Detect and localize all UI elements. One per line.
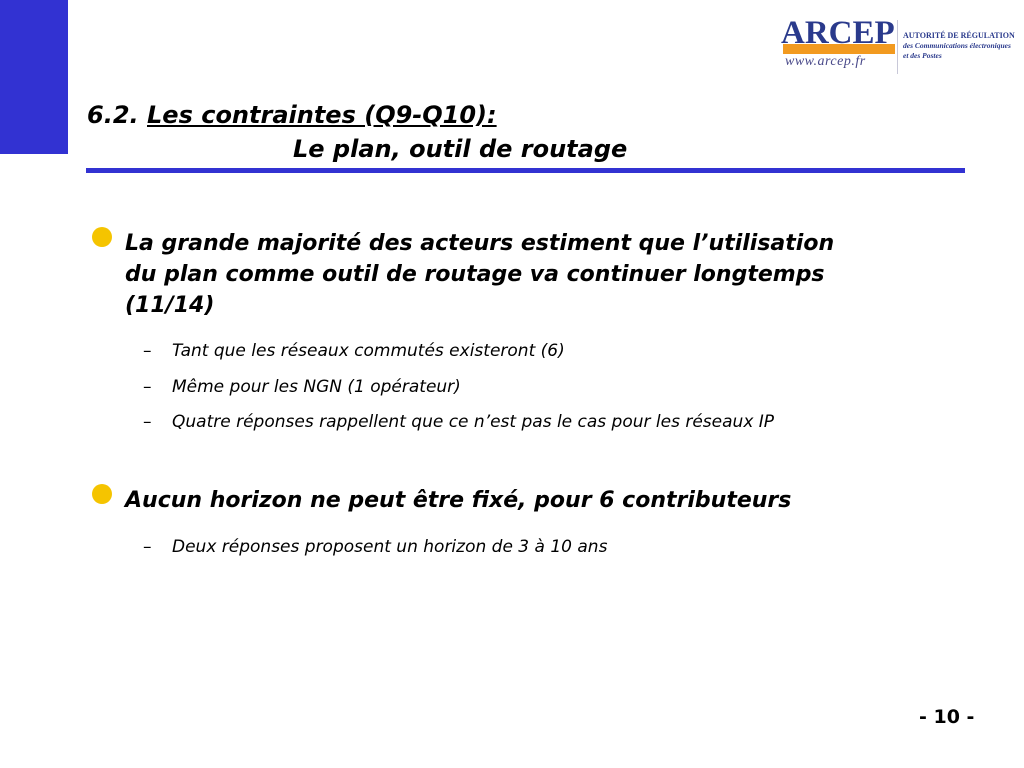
logo-tagline-line-3: et des Postes (903, 51, 942, 60)
slide-title (87, 101, 497, 129)
page-number: - 10 - (919, 706, 975, 728)
logo-wordmark: ARCEP (781, 15, 895, 51)
logo-tagline (903, 31, 1013, 61)
bullet-text: La grande majorité des acteurs estiment que l’utilisation du plan comme outil de routage va continuer longtemps (11/14) (125, 231, 835, 318)
sub-item-marker: – (143, 537, 152, 557)
sub-item-marker: – (143, 377, 152, 397)
logo-tagline-line-2: des Communications électroniques (903, 41, 1011, 50)
bullet-text: Aucun horizon ne peut être fixé, pour 6 contributeurs (125, 488, 792, 513)
slide-subtitle: Le plan, outil de routage (293, 135, 628, 163)
logo-tagline-line-1: AUTORITÉ DE RÉGULATION (903, 31, 1015, 40)
title-heading: Les contraintes (Q9-Q10): (147, 101, 497, 129)
title-number: 6.2. (87, 101, 139, 129)
sub-item-marker: – (143, 412, 152, 432)
logo-url: www.arcep.fr (785, 54, 866, 69)
sub-item-marker: – (143, 341, 152, 361)
bullet-dot (92, 484, 112, 504)
sub-item-text: Deux réponses proposent un horizon de 3 à 10 ans (172, 537, 608, 557)
arcep-logo (781, 14, 1015, 74)
bullet-dot (92, 227, 112, 247)
sub-item-text: Même pour les NGN (1 opérateur) (172, 377, 461, 397)
sub-item-text: Quatre réponses rappellent que ce n’est pas le cas pour les réseaux IP (172, 412, 775, 432)
left-accent-bar (0, 0, 68, 154)
title-divider (86, 168, 965, 173)
sub-item-text: Tant que les réseaux commutés existeront (6) (172, 341, 565, 361)
logo-separator (897, 20, 898, 74)
